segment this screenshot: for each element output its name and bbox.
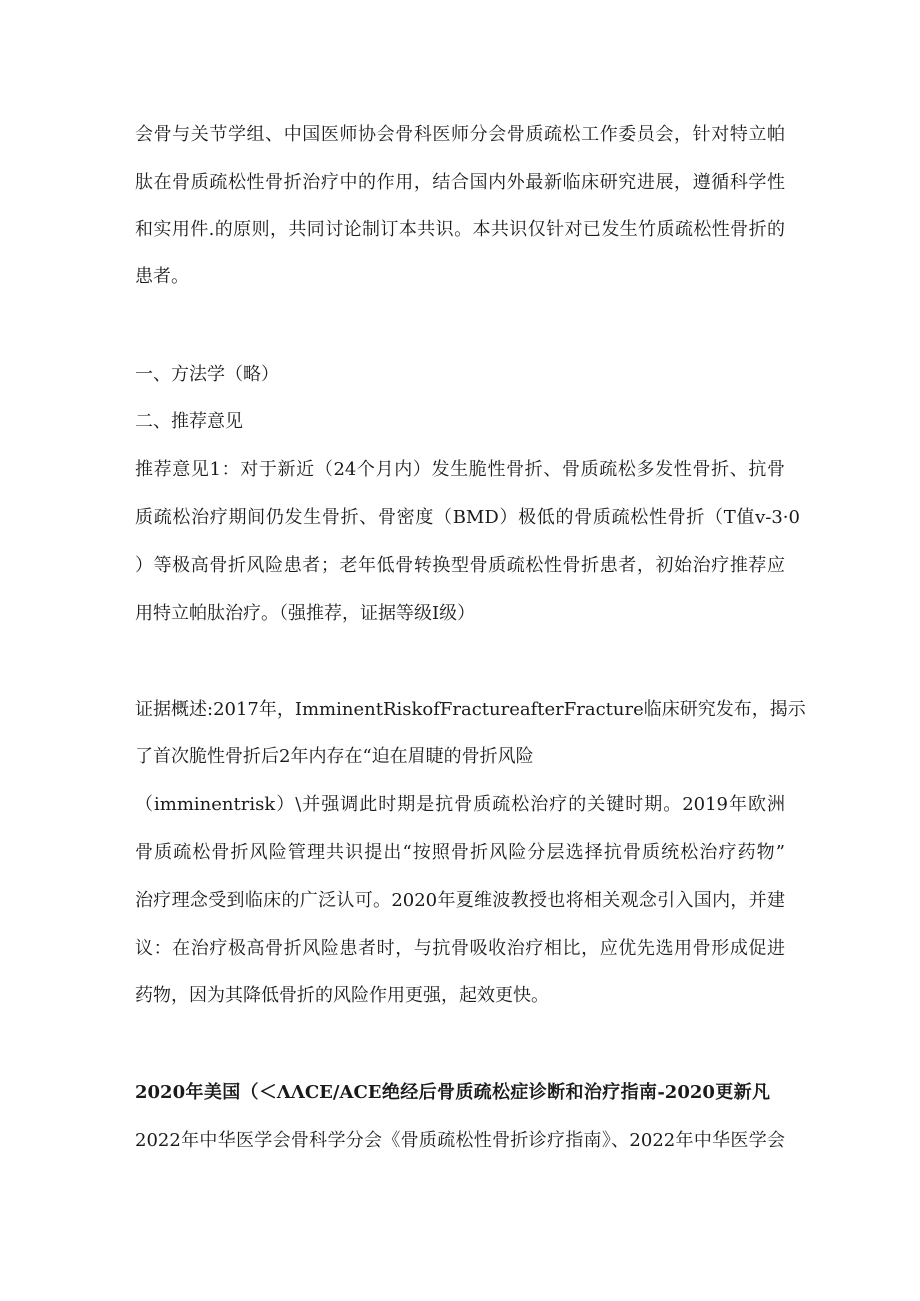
text-line: 推荐意见1：对于新近（24个月内）发生脆性骨折、骨质疏松多发性骨折、抗骨 xyxy=(135,459,785,480)
text-line: 和实用件.的原则，共同讨论制订本共识。本共识仅针对已发生竹质疏松性骨折的 xyxy=(135,219,785,240)
text-line: （imminentrisk）\并强调此时期是抗骨质疏松治疗的关键时期。2019年欧洲 xyxy=(135,794,785,815)
text-line: 患者。 xyxy=(135,266,189,287)
text-line: 2020年美国（＜ΛΛCE/ACE绝经后骨质疏松症诊断和治疗指南-2020更新凡 xyxy=(135,1082,770,1103)
section-heading-recommendations: 二、推荐意见 xyxy=(135,411,243,432)
text-line: ）等极高骨折风险患者；老年低骨转换型骨质疏松性骨折患者，初始治疗推荐应 xyxy=(135,555,785,576)
text-line: 证据概述:2017年，ImminentRiskofFractureafterFracture临床研究发布，揭示 xyxy=(135,699,806,720)
section-heading-methodology: 一、方法学（略） xyxy=(135,364,279,385)
text-line: 药物，因为其降低骨折的风险作用更强，起效更快。 xyxy=(135,985,549,1006)
text-line: 质疏松治疗期间仍发生骨折、骨密度（BMD）极低的骨质疏松性骨折（T值v-3·0 xyxy=(135,507,800,528)
text-line: 2022年中华医学会骨科学分会《骨质疏松性骨折诊疗指南》、2022年中华医学会 xyxy=(135,1130,785,1151)
text-line: 肽在骨质疏松性骨折治疗中的作用，结合国内外最新临床研究进展，遵循科学性 xyxy=(135,172,785,193)
text-line: 议：在治疗极高骨折风险患者时，与抗骨吸收治疗相比，应优先选用骨形成促进 xyxy=(135,938,785,959)
text-line: 骨质疏松骨折风险管理共识提出“按照骨折风险分层选择抗骨质统松治疗药物” xyxy=(135,842,785,863)
text-line: 了首次脆性骨折后2年内存在“迫在眉睫的骨折风险 xyxy=(135,746,534,767)
text-line: 用特立帕肽治疗。（强推荐，证据等级I级） xyxy=(135,603,476,624)
text-line: 会骨与关节学组、中国医师协会骨科医师分会骨质疏松工作委员会，针对特立帕 xyxy=(135,124,785,145)
text-line: 治疗理念受到临床的广泛认可。2020年夏维波教授也将相关观念引入国内，并建 xyxy=(135,890,785,911)
